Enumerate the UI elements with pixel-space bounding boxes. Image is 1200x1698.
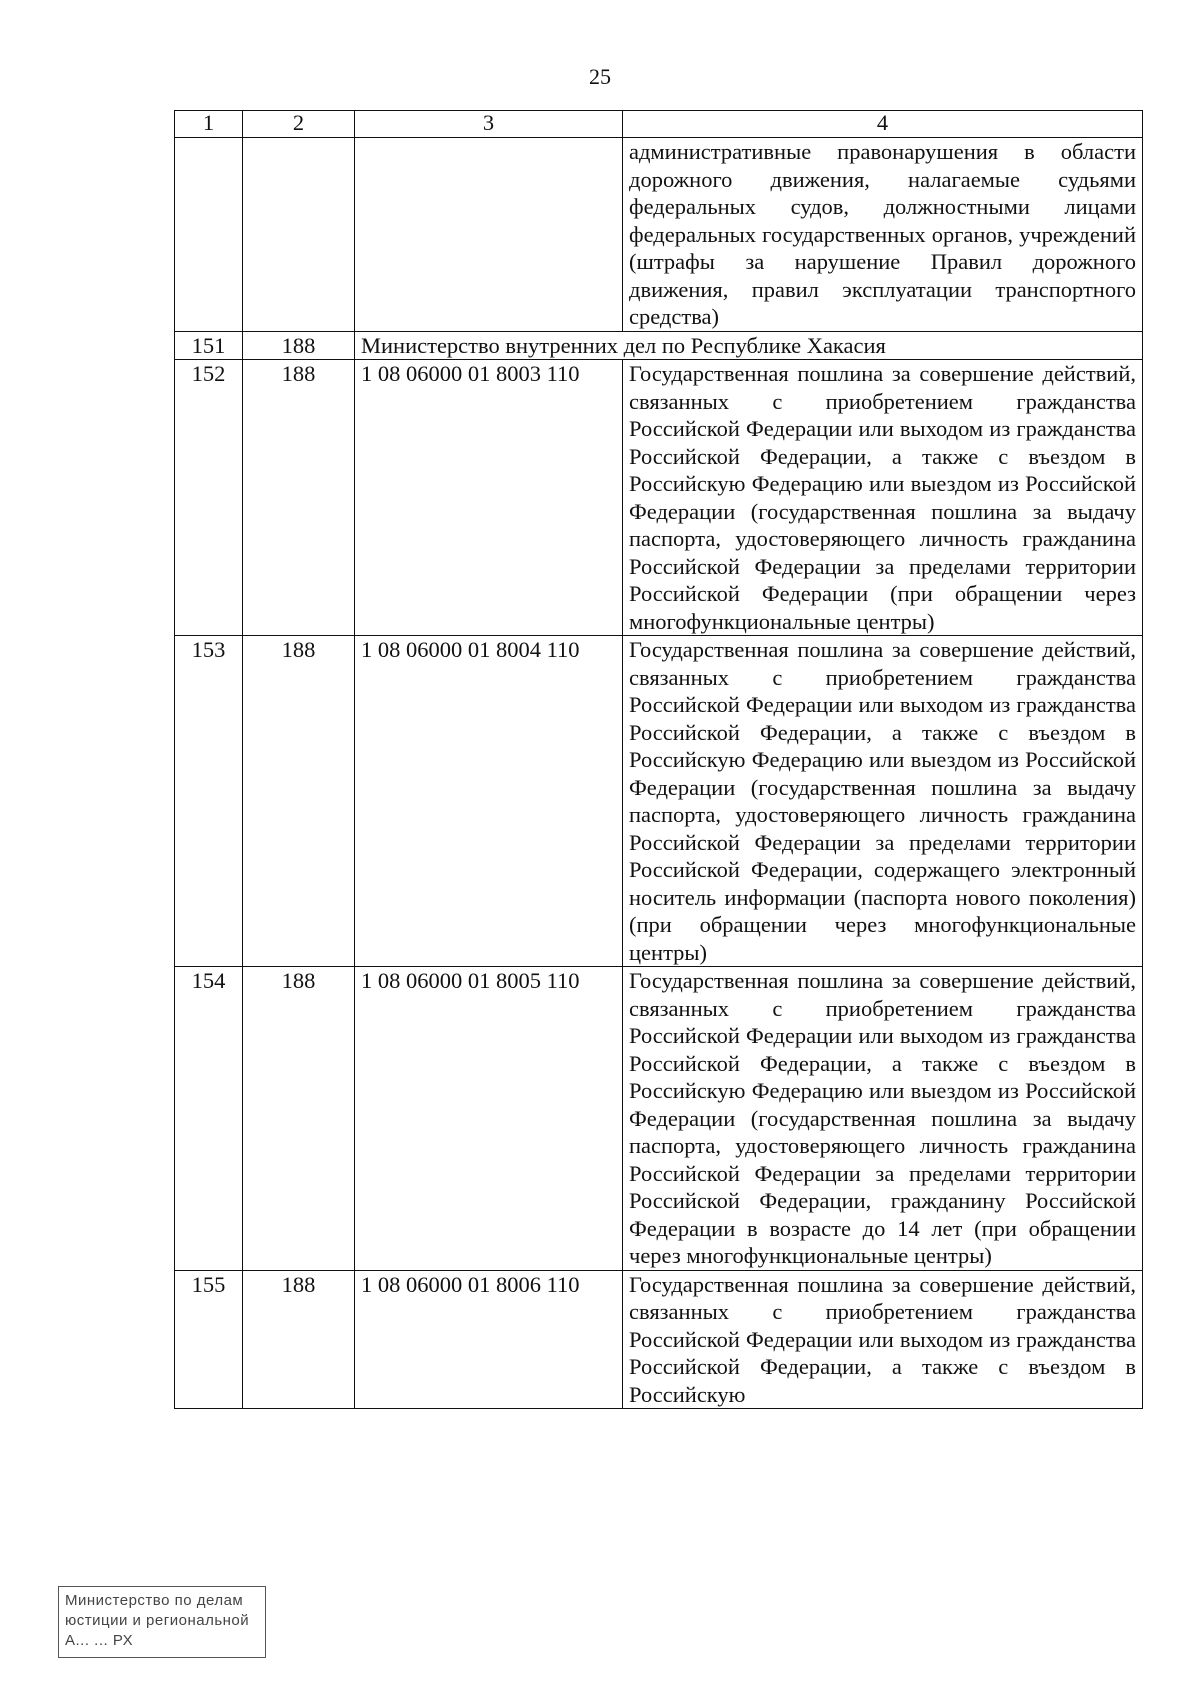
revenue-description: Государственная пошлина за совершение действий, связанных с приобретением гражданства Российской Федерации или выходом из гражданства Российской Федерации, а также с въездом в Российскую Федерацию или выездом из Российской Федерации (государственная пошлина за выдачу паспорта, удостоверяющего личность гражданина Российской Федерации за пределами территории Российской Федерации (при обращении через многофункциональные центры) [623, 360, 1143, 636]
agency-row [175, 331, 1143, 360]
header-col-3: 3 [355, 111, 623, 138]
admin-code: 188 [243, 967, 355, 1271]
revenue-description: Государственная пошлина за совершение действий, связанных с приобретением гражданства Российской Федерации или выходом из гражданства Российской Федерации, а также с въездом в Российскую Федерацию или выездом из Российской Федерации (государственная пошлина за выдачу паспорта, удостоверяющего личность гражданина Российской Федерации за пределами территории Российской Федерации, гражданину Российской Федерации в возрасте до 14 лет (при обращении через многофункциональные центры) [623, 967, 1143, 1271]
cell-empty [355, 138, 623, 332]
revenue-table [174, 110, 1143, 1409]
revenue-description: Государственная пошлина за совершение действий, связанных с приобретением гражданства Российской Федерации или выходом из гражданства Российской Федерации, а также с въездом в Российскую [623, 1270, 1143, 1409]
table-row [175, 360, 1143, 636]
table-row [175, 967, 1143, 1271]
stamp-line: юстиции и региональной [65, 1612, 250, 1629]
header-col-2: 2 [243, 111, 355, 138]
stamp-line: Министерство по делам [65, 1592, 244, 1609]
row-number: 154 [175, 967, 243, 1271]
header-col-4: 4 [623, 111, 1143, 138]
admin-code: 188 [243, 1270, 355, 1409]
row-number: 155 [175, 1270, 243, 1409]
admin-code: 188 [243, 331, 355, 360]
budget-code: 1 08 06000 01 8004 110 [355, 636, 623, 967]
budget-code: 1 08 06000 01 8005 110 [355, 967, 623, 1271]
cell-empty [243, 138, 355, 332]
page-number: 25 [589, 64, 611, 89]
row-number: 153 [175, 636, 243, 967]
budget-code: 1 08 06000 01 8003 110 [355, 360, 623, 636]
ministry-stamp [58, 1586, 266, 1658]
agency-name: Министерство внутренних дел по Республике Хакасия [355, 331, 1143, 360]
continuation-text: административные правонарушения в области дорожного движения, налагаемые судьями федеральных судов, должностными лицами федеральных государственных органов, учреждений (штрафы за нарушение Правил дорожного движения, правил эксплуатации транспортного средства) [623, 138, 1143, 332]
cell-empty [175, 138, 243, 332]
budget-code: 1 08 06000 01 8006 110 [355, 1270, 623, 1409]
admin-code: 188 [243, 360, 355, 636]
header-row [175, 111, 1143, 138]
continuation-row [175, 138, 1143, 332]
revenue-description: Государственная пошлина за совершение действий, связанных с приобретением гражданства Российской Федерации или выходом из гражданства Российской Федерации, а также с въездом в Российскую Федерацию или выездом из Российской Федерации (государственная пошлина за выдачу паспорта, удостоверяющего личность гражданина Российской Федерации за пределами территории Российской Федерации, содержащего электронный носитель информации (паспорта нового поколения) (при обращении через многофункциональные центры) [623, 636, 1143, 967]
table-row [175, 1270, 1143, 1409]
table-row [175, 636, 1143, 967]
stamp-line: А... ... РХ [65, 1632, 134, 1649]
row-number: 152 [175, 360, 243, 636]
row-number: 151 [175, 331, 243, 360]
header-col-1: 1 [175, 111, 243, 138]
admin-code: 188 [243, 636, 355, 967]
